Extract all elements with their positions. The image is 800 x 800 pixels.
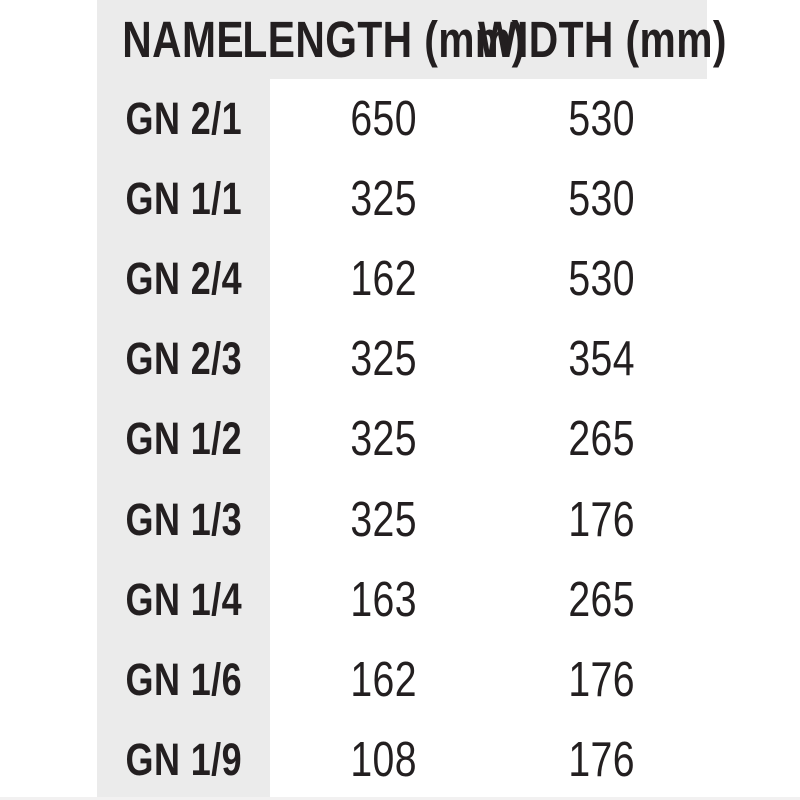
table-row-width [497,480,707,560]
row-name-value: GN 2/1 [125,93,242,145]
row-width-value: 176 [568,652,636,707]
row-name-value: GN 2/3 [125,333,242,385]
row-width-value: 530 [568,92,636,147]
row-length-value: 325 [350,492,417,547]
row-name-value: GN 1/3 [125,493,242,545]
table-row-length [270,560,497,640]
column-header-width-label: WIDTH (mm) [477,11,727,68]
row-width-value: 354 [568,332,636,387]
column-header-name-label: NAME [122,11,245,68]
row-width-value: 530 [568,252,636,307]
table-row-length [270,319,497,399]
table-row-name [97,239,270,319]
row-width-value: 530 [568,172,636,227]
table-row-width [497,640,707,720]
table-row-width [497,79,707,159]
table-row-name [97,640,270,720]
table-row-width [497,159,707,239]
table-row-length [270,239,497,319]
table-row-width [497,560,707,640]
column-header-length-label: LENGTH (mm) [241,11,526,68]
row-name-value: GN 2/4 [125,253,242,305]
row-length-value: 108 [350,732,417,787]
column-header-width [477,0,727,79]
row-length-value: 650 [350,92,417,147]
row-name-value: GN 1/4 [125,573,242,625]
column-header-length [241,0,526,79]
row-length-value: 162 [350,652,417,707]
row-length-value: 325 [350,332,417,387]
table-row-name [97,720,270,800]
table-row-name [97,319,270,399]
row-name-value: GN 1/2 [125,413,242,465]
table-row-width [497,319,707,399]
table-row-width [497,720,707,800]
table-row-length [270,79,497,159]
table-row-length [270,640,497,720]
table-row-length [270,399,497,479]
table-row-length [270,159,497,239]
table-row-width [497,239,707,319]
table-row-length [270,480,497,560]
row-length-value: 162 [350,252,417,307]
row-width-value: 176 [568,732,636,787]
table-row-name [97,399,270,479]
row-width-value: 265 [568,572,636,627]
table-row-name [97,560,270,640]
row-name-value: GN 1/6 [125,653,242,705]
gn-size-table [97,0,727,800]
table-row-name [97,480,270,560]
row-length-value: 325 [350,412,417,467]
table-row-length [270,720,497,800]
row-name-value: GN 1/1 [125,173,242,225]
row-name-value: GN 1/9 [125,733,242,785]
row-width-value: 265 [568,412,636,467]
row-length-value: 325 [350,172,417,227]
row-length-value: 163 [350,572,417,627]
table-row-width [497,399,707,479]
row-width-value: 176 [568,492,636,547]
table-row-name [97,159,270,239]
table-row-name [97,79,270,159]
